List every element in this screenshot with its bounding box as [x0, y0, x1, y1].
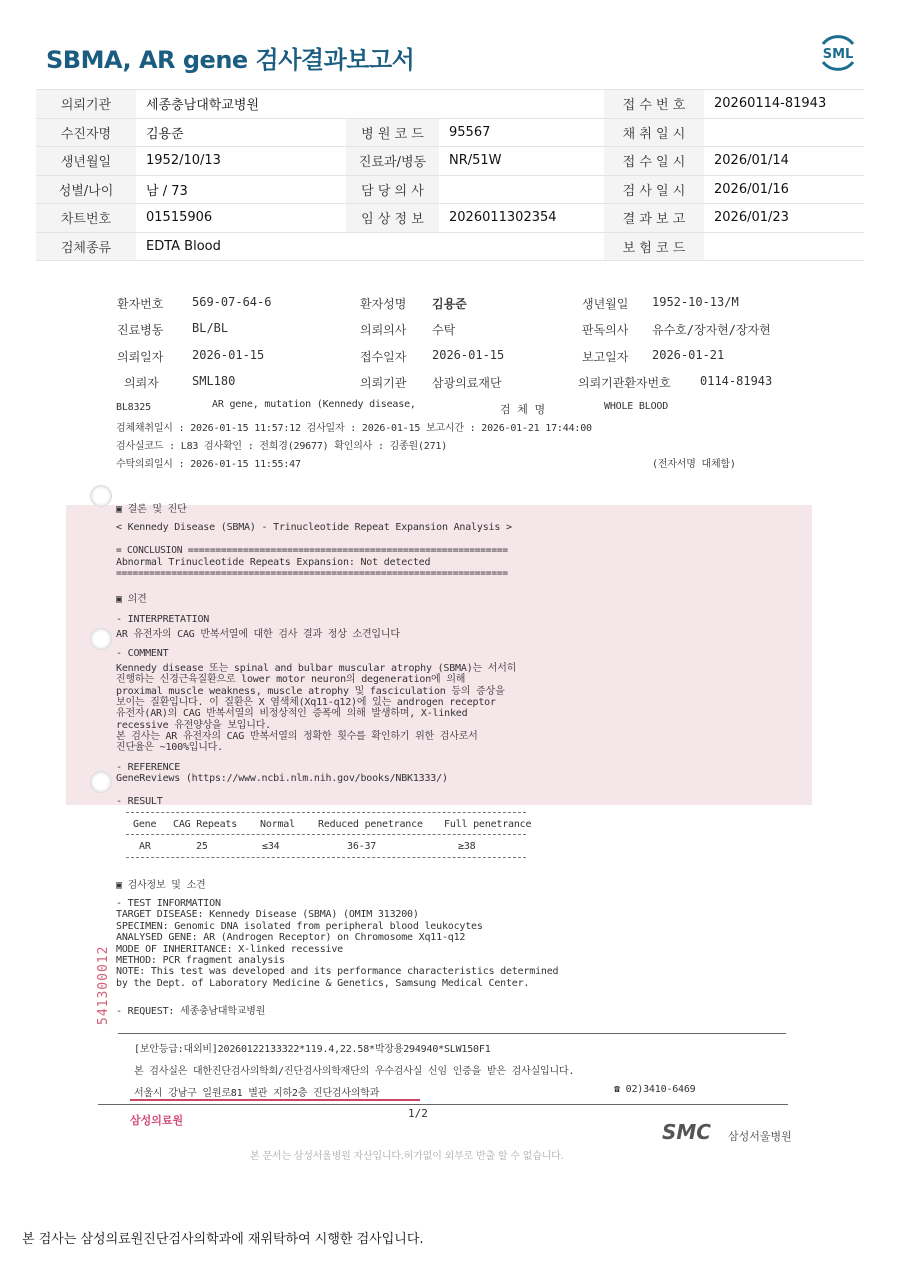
divider — [98, 1104, 788, 1105]
info-label: 성별/나이 — [36, 175, 136, 204]
info-label: 검 사 일 시 — [604, 175, 704, 204]
comment-line: 보이는 질환입니다. 이 질환은 X 염색체(Xq11-q12)에 있는 androgen receptor — [116, 696, 496, 708]
specimen-code: BL8325 — [116, 402, 151, 413]
info-label: 결 과 보 고 — [604, 204, 704, 233]
smc-name: 삼성서울병원 — [728, 1130, 792, 1143]
info-value — [704, 232, 864, 261]
comment-line: 진단율은 ~100%입니다. — [116, 742, 223, 754]
smc-logo: SMC — [662, 1120, 711, 1144]
info-row — [36, 90, 864, 119]
sml-logo — [815, 30, 861, 76]
specimen-line: 검사실코드 : L83 검사확인 : 전희경(29677) 확인의사 : 김종원(271) — [116, 441, 448, 452]
punch-hole — [90, 485, 112, 507]
info-label: 임 상 정 보 — [346, 204, 439, 233]
info-value: EDTA Blood — [136, 232, 604, 261]
comment-label: - COMMENT — [116, 648, 169, 659]
info-value: 세종충남대학교병원 — [136, 90, 604, 119]
info-label: 병 원 코 드 — [346, 118, 439, 147]
info-value: 2026/01/16 — [704, 175, 864, 204]
info-value: 1952/10/13 — [136, 147, 346, 176]
info-label: 차트번호 — [36, 204, 136, 233]
label: 진료병동 — [117, 323, 164, 337]
result-cell: 36-37 — [347, 841, 377, 852]
label: 환자성명 — [360, 297, 407, 311]
comment-line: 진행하는 신경근육질환으로 lower motor neuron의 degeneration에 의해 — [116, 674, 466, 686]
specimen-label: 검 체 명 — [500, 403, 546, 416]
result-header: Gene — [133, 819, 157, 830]
info-label: 채 취 일 시 — [604, 118, 704, 147]
info-label: 수진자명 — [36, 118, 136, 147]
test-info-line: ANALYSED GENE: AR (Androgen Receptor) on Chromosome Xq11-q12 — [116, 932, 466, 944]
info-value: 남 / 73 — [136, 175, 346, 204]
label: 의뢰일자 — [117, 350, 164, 364]
info-label: 보 험 코 드 — [604, 232, 704, 261]
info-value: 김용준 — [136, 118, 346, 147]
value: BL/BL — [192, 321, 229, 335]
info-value: 2026/01/14 — [704, 147, 864, 176]
value: 1952-10-13/M — [652, 295, 739, 309]
section-heading: ▣ 결론 및 진단 — [116, 504, 187, 515]
value: 김용준 — [432, 297, 467, 311]
punch-hole — [90, 771, 112, 793]
info-label: 진료과/병동 — [346, 147, 439, 176]
specimen-value: WHOLE BLOOD — [604, 401, 669, 412]
conclusion-line: ======================================================================= — [116, 568, 508, 579]
result-cell: ≤34 — [262, 841, 280, 852]
comment-line: 본 검사는 AR 유전자의 CAG 반복서열의 정확한 횟수를 확인하기 위한 검사로서 — [116, 730, 478, 742]
result-cell: ≥38 — [458, 841, 476, 852]
divider — [126, 857, 526, 858]
value: 유수호/장자현/장자현 — [652, 323, 771, 337]
comment-line: Kennedy disease 또는 spinal and bulbar muscular atrophy (SBMA)는 서서히 — [116, 663, 517, 674]
info-value: 20260114-81943 — [704, 90, 864, 119]
analysis-subtitle: < Kennedy Disease (SBMA) - Trinucleotide Repeat Expansion Analysis > — [116, 522, 512, 533]
side-number: 541300012 — [96, 945, 111, 1025]
info-value: 95567 — [439, 118, 604, 147]
label: 보고일자 — [582, 350, 629, 364]
brand-left: 삼성의료원 — [130, 1114, 184, 1127]
section-heading: ▣ 의견 — [116, 594, 147, 605]
test-info-line: TARGET DISEASE: Kennedy Disease (SBMA) (OMIM 313200) — [116, 909, 419, 921]
info-row — [36, 204, 864, 233]
info-label: 의뢰기관 — [36, 90, 136, 119]
result-header: CAG Repeats — [173, 819, 238, 830]
label: 생년월일 — [582, 297, 629, 311]
esign-note: (전자서명 대체함) — [652, 459, 736, 470]
label: 의뢰기관환자번호 — [578, 376, 671, 390]
label: 판독의사 — [582, 323, 629, 337]
conclusion-line: = CONCLUSION ========================================================== — [116, 545, 508, 556]
info-value: NR/51W — [439, 147, 604, 176]
comment-line: recessive 유전양상을 보입니다. — [116, 719, 271, 731]
divider — [126, 812, 526, 813]
label: 의뢰자 — [124, 376, 159, 390]
comment-line: 유전자(AR)의 CAG 반복서열의 비정상적인 증폭에 의해 발생하며, X-linked — [116, 708, 468, 720]
test-name: AR gene, mutation (Kennedy disease, — [212, 399, 416, 410]
result-cell: 25 — [196, 841, 208, 852]
info-label: 생년월일 — [36, 147, 136, 176]
info-label: 접 수 번 호 — [604, 90, 704, 119]
page-number: 1/2 — [408, 1107, 428, 1120]
lab-address: 서울시 강남구 일원로81 별관 지하2층 진단검사의학과 — [134, 1088, 380, 1099]
section-heading: ▣ 검사정보 및 소견 — [116, 880, 206, 891]
interp-text: AR 유전자의 CAG 반복서열에 대한 검사 결과 정상 소견입니다 — [116, 629, 400, 640]
divider — [118, 1033, 786, 1034]
info-row — [36, 118, 864, 147]
security-line: [보안등급:대외비]20260122133322*119.4,22.58*박장용294940*SLW150F1 — [134, 1044, 491, 1055]
copyright: 본 문서는 삼성서울병원 자산입니다.허가없이 외부로 반출 할 수 없습니다. — [250, 1151, 564, 1162]
test-info-line: SPECIMEN: Genomic DNA isolated from peripheral blood leukocytes — [116, 920, 483, 932]
patient-info-table — [36, 89, 864, 261]
specimen-line: 수탁의뢰일시 : 2026-01-15 11:55:47 — [116, 459, 301, 470]
label: 환자번호 — [117, 297, 164, 311]
label: 의뢰기관 — [360, 376, 407, 390]
value: 0114-81943 — [700, 374, 773, 388]
specimen-line: 검체채취일시 : 2026-01-15 11:57:12 검사일자 : 2026-01-15 보고시간 : 2026-01-21 17:44:00 — [116, 423, 592, 434]
interp-label: - INTERPRETATION — [116, 614, 210, 625]
value: 2026-01-21 — [652, 348, 725, 362]
result-header: Normal — [260, 819, 295, 830]
value: 569-07-64-6 — [192, 295, 272, 309]
info-label: 검체종류 — [36, 232, 136, 261]
info-value: 01515906 — [136, 204, 346, 233]
info-row — [36, 175, 864, 204]
certification: 본 검사실은 대한진단검사의학회/진단검사의학재단의 우수검사실 신임 인증을 받은 검사실입니다. — [134, 1066, 575, 1077]
result-cell: AR — [139, 841, 151, 852]
conclusion-highlight — [66, 505, 812, 805]
divider — [126, 834, 526, 835]
test-info-line: NOTE: This test was developed and its performance characteristics determined — [116, 966, 559, 978]
info-row — [36, 147, 864, 176]
lab-phone: ☎ 02)3410-6469 — [614, 1084, 696, 1095]
reference-label: - REFERENCE — [116, 762, 181, 773]
value: 수탁 — [432, 323, 456, 337]
info-value: 2026011302354 — [439, 204, 604, 233]
test-info-line: - TEST INFORMATION — [116, 898, 221, 909]
test-info-line: by the Dept. of Laboratory Medicine & Genetics, Samsung Medical Center. — [116, 977, 530, 989]
info-value — [439, 175, 604, 204]
request-line: - REQUEST: 세종충남대학교병원 — [116, 1006, 266, 1017]
conclusion-result: Abnormal Trinucleotide Repeats Expansion: Not detected — [116, 557, 431, 568]
info-value: 2026/01/23 — [704, 204, 864, 233]
value: 삼광의료재단 — [432, 376, 502, 390]
test-info-line: MODE OF INHERITANCE: X-linked recessive — [116, 943, 343, 955]
value: SML180 — [192, 374, 236, 388]
info-label: 담 당 의 사 — [346, 175, 439, 204]
page-title: SBMA, AR gene 검사결과보고서 — [46, 46, 415, 74]
value: 2026-01-15 — [192, 348, 265, 362]
value: 2026-01-15 — [432, 348, 505, 362]
result-label: - RESULT — [116, 796, 163, 807]
punch-hole — [90, 628, 112, 650]
label: 접수일자 — [360, 350, 407, 364]
test-info-line: METHOD: PCR fragment analysis — [116, 955, 285, 966]
divider — [130, 1099, 420, 1101]
logo-text: SML — [822, 47, 854, 62]
bottom-note: 본 검사는 삼성의료원진단검사의학과에 재위탁하여 시행한 검사입니다. — [22, 1232, 424, 1247]
comment-line: proximal muscle weakness, muscle atrophy 및 fasciculation 등의 증상을 — [116, 685, 505, 697]
info-label: 접 수 일 시 — [604, 147, 704, 176]
info-row — [36, 232, 864, 261]
result-header: Reduced penetrance — [318, 819, 423, 830]
reference-text: GeneReviews (https://www.ncbi.nlm.nih.gov/books/NBK1333/) — [116, 773, 448, 784]
label: 의뢰의사 — [360, 323, 407, 337]
info-value — [704, 118, 864, 147]
result-header: Full penetrance — [444, 819, 532, 830]
